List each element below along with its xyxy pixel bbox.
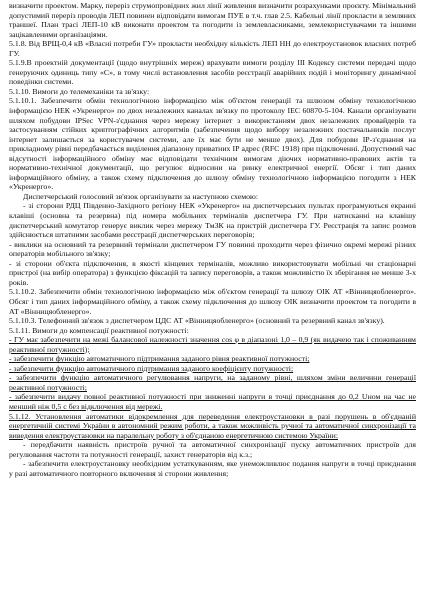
paragraph-5-1-10-3: 5.1.10.3. Телефонний зв'язок з диспетчером ЦДС АТ «Вінницяобленерго» (основний та резервний канал зв'язку). xyxy=(9,316,385,326)
paragraph-5-1-12: 5.1.12. Установлення автоматики відокремлення для переведення електроустановки в разі порушень в об'єднаній енергетичній системі України в автономний режим роботи, а також можливість ручної та автоматичної синхронізації та виведення електроустановки на паралельну роботу з об'єднаною енергетичною системою України: xyxy=(9,411,416,440)
paragraph-5-1-8: 5.1.8. Від ВРЩ-0,4 кВ «Власні потреби ГУ» прокласти необхідну кількість ЛЕП НН до електроустановок власних потреб ГУ. xyxy=(9,39,416,58)
list-item-reactive-power: - забезпечити функцію автоматичного підтримання заданого рівня реактивної потужності; xyxy=(9,354,310,364)
list-item-full-reactive-output: - забезпечити видачу повної реактивної потужності при зниженні напруги в точці приєднання до 0,2 Uном на час не менший ніж 0,5 с без відключення від мережі. xyxy=(9,392,416,411)
list-item-synchronization: - передбачити наявність пристроїв ручної та автоматичної синхронізації пуску автоматичних пристроїв для регулювання частоти та потужності генерації, захист генераторів від к.з.; xyxy=(9,440,416,459)
paragraph-5-1-10-2: 5.1.10.2. Забезпечити обмін технологічною інформацією між об'єктом генерації та шлюзу ОІК АТ «Вінницяобленерго». Обсяг і тип даних інформаційного обміну, а також схему підключення до шлюзу ОІК визначити проектом та погодити в АТ «Вінницяобленерго». xyxy=(9,287,416,316)
list-item-voltage-regulation: - забезпечити функцію автоматичного регулювання напруги, на заданому рівні, шляхом зміни величини генерації реактивної потужності; xyxy=(9,373,416,392)
paragraph-power-line-cross-section: визначити проектом. Марку, переріз струмопровідних жил лінії живлення визначити розрахунками проєкту. Мінімальний допустимий переріз проводів ЛЕП повинен відповідати вимогам ПУЕ в т.ч. глав 2.5. Кабельні лінії прокласти в земляних траншеї. План трасі ЛЕП-10 кВ виконати проектом та погодити із землевласниками, землекористувачами та іншими зацікавленими організаціями. xyxy=(9,1,416,39)
list-item-separate-networks: - виклики на основний та резервний термінали диспетчером ГУ повинні проходити через фізично окремі мережі різних операторів мобільного зв'язку; xyxy=(9,239,416,259)
list-item-power-factor: - забезпечити функцію автоматичного підтримання заданого коефіцієнту потужності; xyxy=(9,363,294,373)
paragraph-voice-link-intro: Диспетчерський голосовий зв'язок організувати за наступною схемою: xyxy=(23,191,259,201)
list-item-equipment: - забезпечити електроустановку необхідним устаткуванням, яке унеможливлює подання напруги в точці приєднання у разі автоматичного повторного включення зі сторони живлення; xyxy=(9,459,416,478)
paragraph-5-1-11: 5.1.11. Вимоги до компенсації реактивної потужності: xyxy=(9,325,189,335)
paragraph-5-1-10-1: 5.1.10.1. Забезпечити обмін технологічною інформацією між об'єктом генерації та шлюзом обміну технологічною інформацією НЕК «Укренерго» по двох незалежних каналах зв'язку по протоколу ІЕС 60870-5-104. Канали організувати шляхом побудови IPSec VPN-з'єднання через мережу інтернет з використанням двох незалежних провайдерів та застосуванням стійких криптографічних алгоритмів (забезпечення щодо вибору незалежних постачальників послуг інтернет залишається за користувачем системи, але їх має бути не менше двох). Для побудови ІР-з'єднання на прикладному рівні передбачається виділення діапазону приватних ІР адрес (RFC 1918) при підключенні. Допустимий час відсутності інформаційного обміну має відповідати технічним вимогам діючих нормативно-правових актів та нормативно-технічної документації, що регулює відносини на ринку електричної енергії. Обсяг і тип даних інформаційного обміну, а також схему підключення до шлюзу обміну технологічною інформацією погодити з НЕК «Укренерго». xyxy=(9,96,416,192)
paragraph-5-1-9: 5.1.9.В проектній документації (щодо внутрішніх мереж) врахувати вимоги розділу ІІІ Кодексу системи передачі щодо генеруючих одиниць типу «С», в тому числі встановлення засобів реєстрації аварійних подій і моніторингу динамічної поведінки системи. xyxy=(9,58,416,87)
list-item-object-side: - зі сторони об'єкта підключення, в якості кінцевих терміналів, можливо використовувати мобільні чи стаціонарні пристрої (на вибір оператора) з функцією фіксацій та запису переговорів, а також можливістю їх зберігання не менше 3-х років. xyxy=(9,258,416,287)
paragraph-5-1-10: 5.1.10. Вимоги до телемеханіки та зв'язку: xyxy=(9,86,150,96)
list-item-cos-phi: - ГУ має забезпечити на межі балансової належності значення cos φ в діапазоні 1,0 – 0,9 (як видачею так і споживанням реактивної потужності); xyxy=(9,335,416,354)
list-item-rdc-side: - зі сторони РДЦ Південно-Західного регіону НЕК «Укренерго» на диспетчерських пультах програмуються екранні клавіші (основна та резервна) під номера мобільних терміналів диспетчера ГУ. При натисканні на клавішу диспетчерський комутатор генерує виклик через мережу ТмЗК на пристрій диспетчера ГУ. Реєстрація та запис розмов здійснюється штатними засобами реєстрації диспетчерських переговорів; xyxy=(9,201,416,240)
